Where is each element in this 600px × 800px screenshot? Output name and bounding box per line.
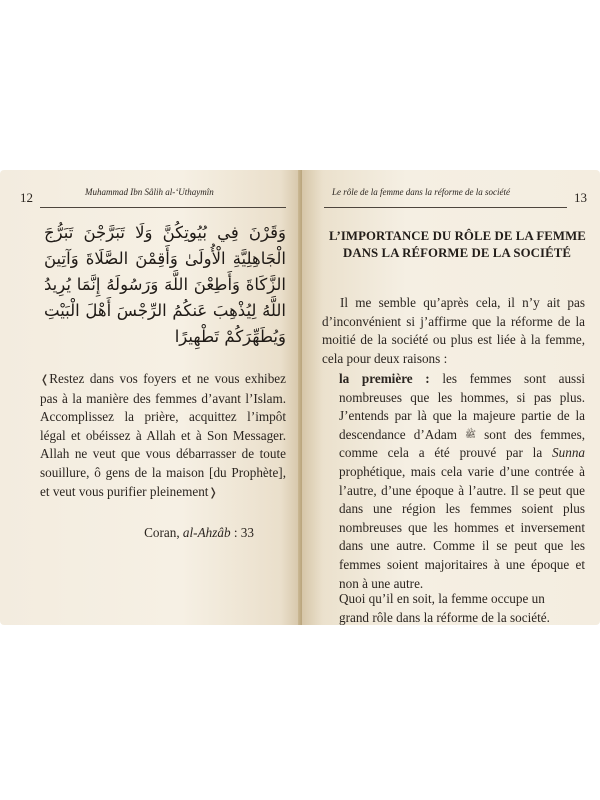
quote-close-bracket: ❭: [208, 485, 218, 499]
header-rule-right: [324, 207, 567, 208]
reference-verse: : 33: [230, 525, 254, 540]
page-number-right: 13: [574, 190, 587, 205]
first-reason-text-c: prophétique, mais cela varie d’une contrée à l’autre, d’une époque à l’autre. Il se peut que dans une région les femmes soient plus nombreuses que les hommes et inversement dans une autre. Comme il se peut que les femmes soient majoritaires à une époque et non à une autre.: [339, 463, 585, 591]
closing-line-1: Quoi qu’il en soit, la femme occupe un: [339, 591, 545, 606]
reference-prefix: Coran,: [144, 525, 183, 540]
page-number-left: 12: [20, 190, 33, 205]
left-page: [0, 170, 302, 625]
chapter-title-line-1: L’IMPORTANCE DU RÔLE DE LA FEMME: [329, 229, 586, 243]
first-reason-label: la première :: [339, 371, 430, 386]
first-reason-paragraph: [339, 370, 585, 593]
first-reason-text-b: sont des femmes, comme cela a été prouvé par la: [339, 426, 585, 461]
first-reason-text-a: les femmes sont aussi nombreuses que les hommes, si pas plus. J’entends par là que la majeure partie de la descendance d’Adam: [339, 371, 585, 442]
verse-translation: [40, 370, 286, 502]
sunna-term: Sunna: [552, 445, 585, 461]
salutation-glyph: ﷺ: [465, 429, 476, 440]
quote-open-bracket: ❬: [40, 373, 50, 386]
header-rule-left: [40, 207, 286, 208]
intro-paragraph: Il me semble qu’après cela, il n’y ait pas d’inconvénient si j’affirme que la réforme de la moitié de la société ou plus est liée à la femme, cela pour deux raisons :: [322, 295, 585, 366]
chapter-title-line-2: DANS LA RÉFORME DE LA SOCIÉTÉ: [343, 246, 571, 260]
running-header-right: Le rôle de la femme dans la réforme de la société: [332, 187, 510, 197]
arabic-verse: وَقَرْنَ فِي بُيُوتِكُنَّ وَلَا تَبَرَّجْنَ تَبَرُّجَ الْجَاهِلِيَّةِ الْأُولَىٰ وَأَقِمْنَ الصَّلَاةَ وَآتِينَ الزَّكَاةَ وَأَطِعْنَ اللَّهَ وَرَسُولَهُ إِنَّمَا يُرِيدُ اللَّهُ لِيُذْهِبَ عَنكُمُ الرِّجْسَ أَهْلَ الْبَيْتِ وَيُطَهِّرَكُمْ تَطْهِيرًا: [44, 223, 286, 346]
open-book: [0, 170, 600, 625]
running-header-left: Muhammad Ibn Sâlih al-‘Uthaymîn: [85, 187, 214, 197]
closing-paragraph: [339, 590, 585, 625]
closing-line-2: grand rôle dans la réforme de la société.: [339, 609, 550, 625]
chapter-title: [329, 228, 585, 262]
translation-text: Restez dans vos foyers et ne vous exhibez pas à la manière des femmes d’avant l’Islam. Accomplissez la prière, acquittez l’impôt légal et obéissez à Allah et à Son Messager. Allah ne veut que vous débarrasser de toute souillure, ô gens de la maison [du Prophète], et veut vous purifier pleinement: [40, 371, 286, 499]
reference-surah: al-Ahzâb: [182, 525, 231, 540]
verse-reference: [144, 525, 254, 541]
right-page: [302, 170, 600, 625]
